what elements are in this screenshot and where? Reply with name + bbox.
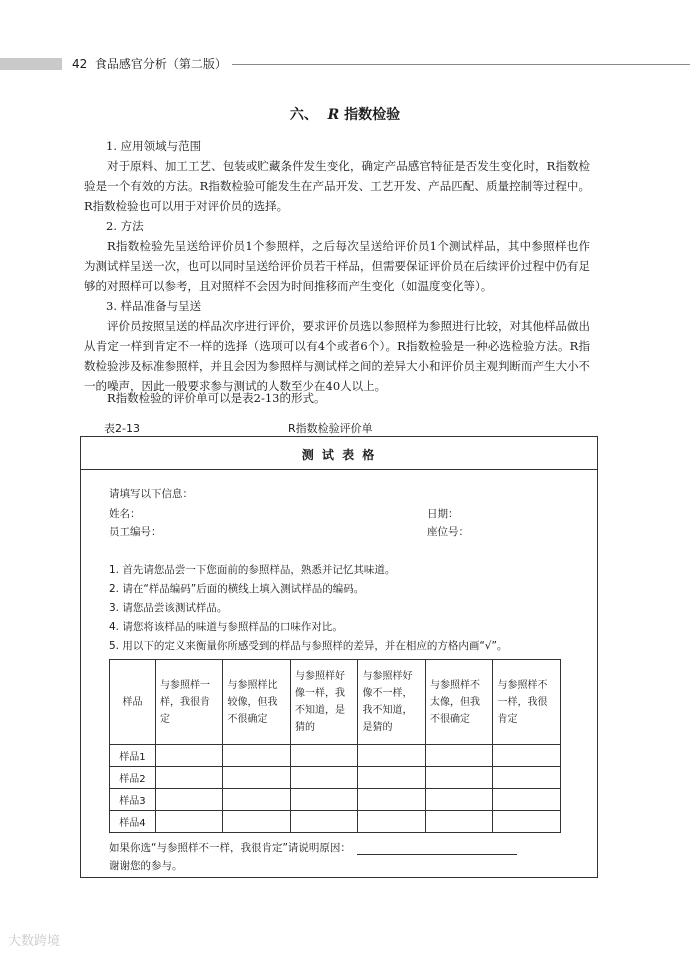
table-row	[110, 811, 561, 833]
instruction-2: 2. 请在“样品编码”后面的横线上填入测试样品的编码。	[109, 583, 365, 595]
rating-table	[109, 659, 561, 833]
employee-id-label: 员工编号：	[109, 526, 162, 538]
header-option-4: 与参照样好像不一样，我不知道，是猜的	[358, 660, 426, 745]
thanks-text: 谢谢您的参与。	[109, 860, 183, 872]
check-cell[interactable]	[425, 789, 493, 811]
paragraph-preparation: 评价员按照呈送的样品次序进行评价，要求评价员选以参照样为参照进行比较，对其他样品做出从肯定一样到肯定不一样的选择（选项可以有4个或者6个）。R指数检验是一种必选检验方法。R指数检验涉及标准参照样，并且会因为参照样与测试样之间的差异大小和评价员主观判断而产生大小不一的噪声，因此一般要求参与测试的人数至少在40人以上。	[84, 319, 590, 393]
instruction-5: 5. 用以下的定义来衡量你所感受到的样品与参照样的差异，并在相应的方格内画“√”。	[109, 640, 508, 652]
check-cell[interactable]	[493, 789, 561, 811]
watermark-text: 大数跨境	[8, 934, 61, 949]
instruction-4: 4. 请您将该样品的味道与参照样品的口味作对比。	[109, 621, 343, 633]
instruction-3: 3. 请您品尝该测试样品。	[109, 602, 228, 614]
heading-scope: 1. 应用领域与范围	[106, 139, 202, 153]
check-cell[interactable]	[155, 811, 223, 833]
check-cell[interactable]	[358, 789, 426, 811]
seat-label: 座位号：	[427, 526, 469, 538]
check-cell[interactable]	[493, 745, 561, 767]
instruction-1: 1. 首先请您品尝一下您面前的参照样品，熟悉并记忆其味道。	[109, 564, 396, 576]
rating-table-header	[110, 660, 561, 745]
check-cell[interactable]	[290, 811, 358, 833]
reason-blank-line[interactable]	[357, 854, 517, 855]
date-label: 日期：	[427, 508, 459, 520]
form-intro: 请填写以下信息：	[109, 488, 193, 500]
check-cell[interactable]	[358, 767, 426, 789]
check-cell[interactable]	[358, 811, 426, 833]
check-cell[interactable]	[425, 811, 493, 833]
header-accent-bar	[0, 58, 62, 70]
check-cell[interactable]	[290, 745, 358, 767]
page-number: 42	[72, 57, 88, 71]
row-label: 样品3	[110, 789, 156, 811]
check-cell[interactable]	[223, 767, 291, 789]
heading-preparation: 3. 样品准备与呈送	[106, 299, 202, 313]
check-cell[interactable]	[425, 745, 493, 767]
row-label: 样品2	[110, 767, 156, 789]
header-option-3: 与参照样好像一样，我不知道，是猜的	[290, 660, 358, 745]
check-cell[interactable]	[223, 745, 291, 767]
paragraph-scope: 对于原料、加工工艺、包装或贮藏条件发生变化，确定产品感官特征是否发生变化时，R指数检验是一个有效的方法。R指数检验可能发生在产品开发、工艺开发、产品匹配、质量控制等过程中。R指数检验也可以用于对评价员的选择。	[84, 159, 590, 213]
running-header	[72, 55, 227, 73]
table-row	[110, 745, 561, 767]
row-label: 样品1	[110, 745, 156, 767]
header-option-6: 与参照样不一样，我很肯定	[493, 660, 561, 745]
check-cell[interactable]	[155, 789, 223, 811]
check-cell[interactable]	[223, 789, 291, 811]
check-cell[interactable]	[425, 767, 493, 789]
header-sample: 样品	[110, 660, 156, 745]
table-row	[110, 789, 561, 811]
row-label: 样品4	[110, 811, 156, 833]
table-row	[110, 767, 561, 789]
check-cell[interactable]	[155, 767, 223, 789]
reason-prompt: 如果你选“与参照样不一样，我很肯定”请说明原因：	[109, 841, 517, 855]
check-cell[interactable]	[358, 745, 426, 767]
check-cell[interactable]	[223, 811, 291, 833]
heading-method: 2. 方法	[106, 219, 144, 233]
header-option-1: 与参照样一样，我很肯定	[155, 660, 223, 745]
paragraph-form-note: R指数检验的评价单可以是表2-13的形式。	[107, 391, 326, 405]
table-label: 表2-13	[104, 422, 140, 435]
check-cell[interactable]	[290, 767, 358, 789]
form-divider	[81, 469, 597, 470]
check-cell[interactable]	[290, 789, 358, 811]
book-title: 食品感官分析（第二版）	[94, 57, 227, 71]
header-option-5: 与参照样不太像，但我不很确定	[425, 660, 493, 745]
section-title: 六、 R 指数检验	[289, 107, 401, 123]
header-rule	[232, 64, 690, 65]
evaluation-form	[80, 436, 598, 878]
check-cell[interactable]	[155, 745, 223, 767]
check-cell[interactable]	[493, 767, 561, 789]
form-title: 测 试 表 格	[301, 448, 377, 462]
header-option-2: 与参照样比较像，但我不很确定	[223, 660, 291, 745]
table-title: R指数检验评价单	[288, 422, 373, 435]
check-cell[interactable]	[493, 811, 561, 833]
name-label: 姓名：	[109, 508, 141, 520]
paragraph-method: R指数检验先呈送给评价员1个参照样，之后每次呈送给评价员1个测试样品，其中参照样也作为测试样呈送一次，也可以同时呈送给评价员若干样品，但需要保证评价员在后续评价过程中仍有足够的对照样可以参考，且对照样不会因为时间推移而产生变化（如温度变化等）。	[84, 239, 590, 293]
